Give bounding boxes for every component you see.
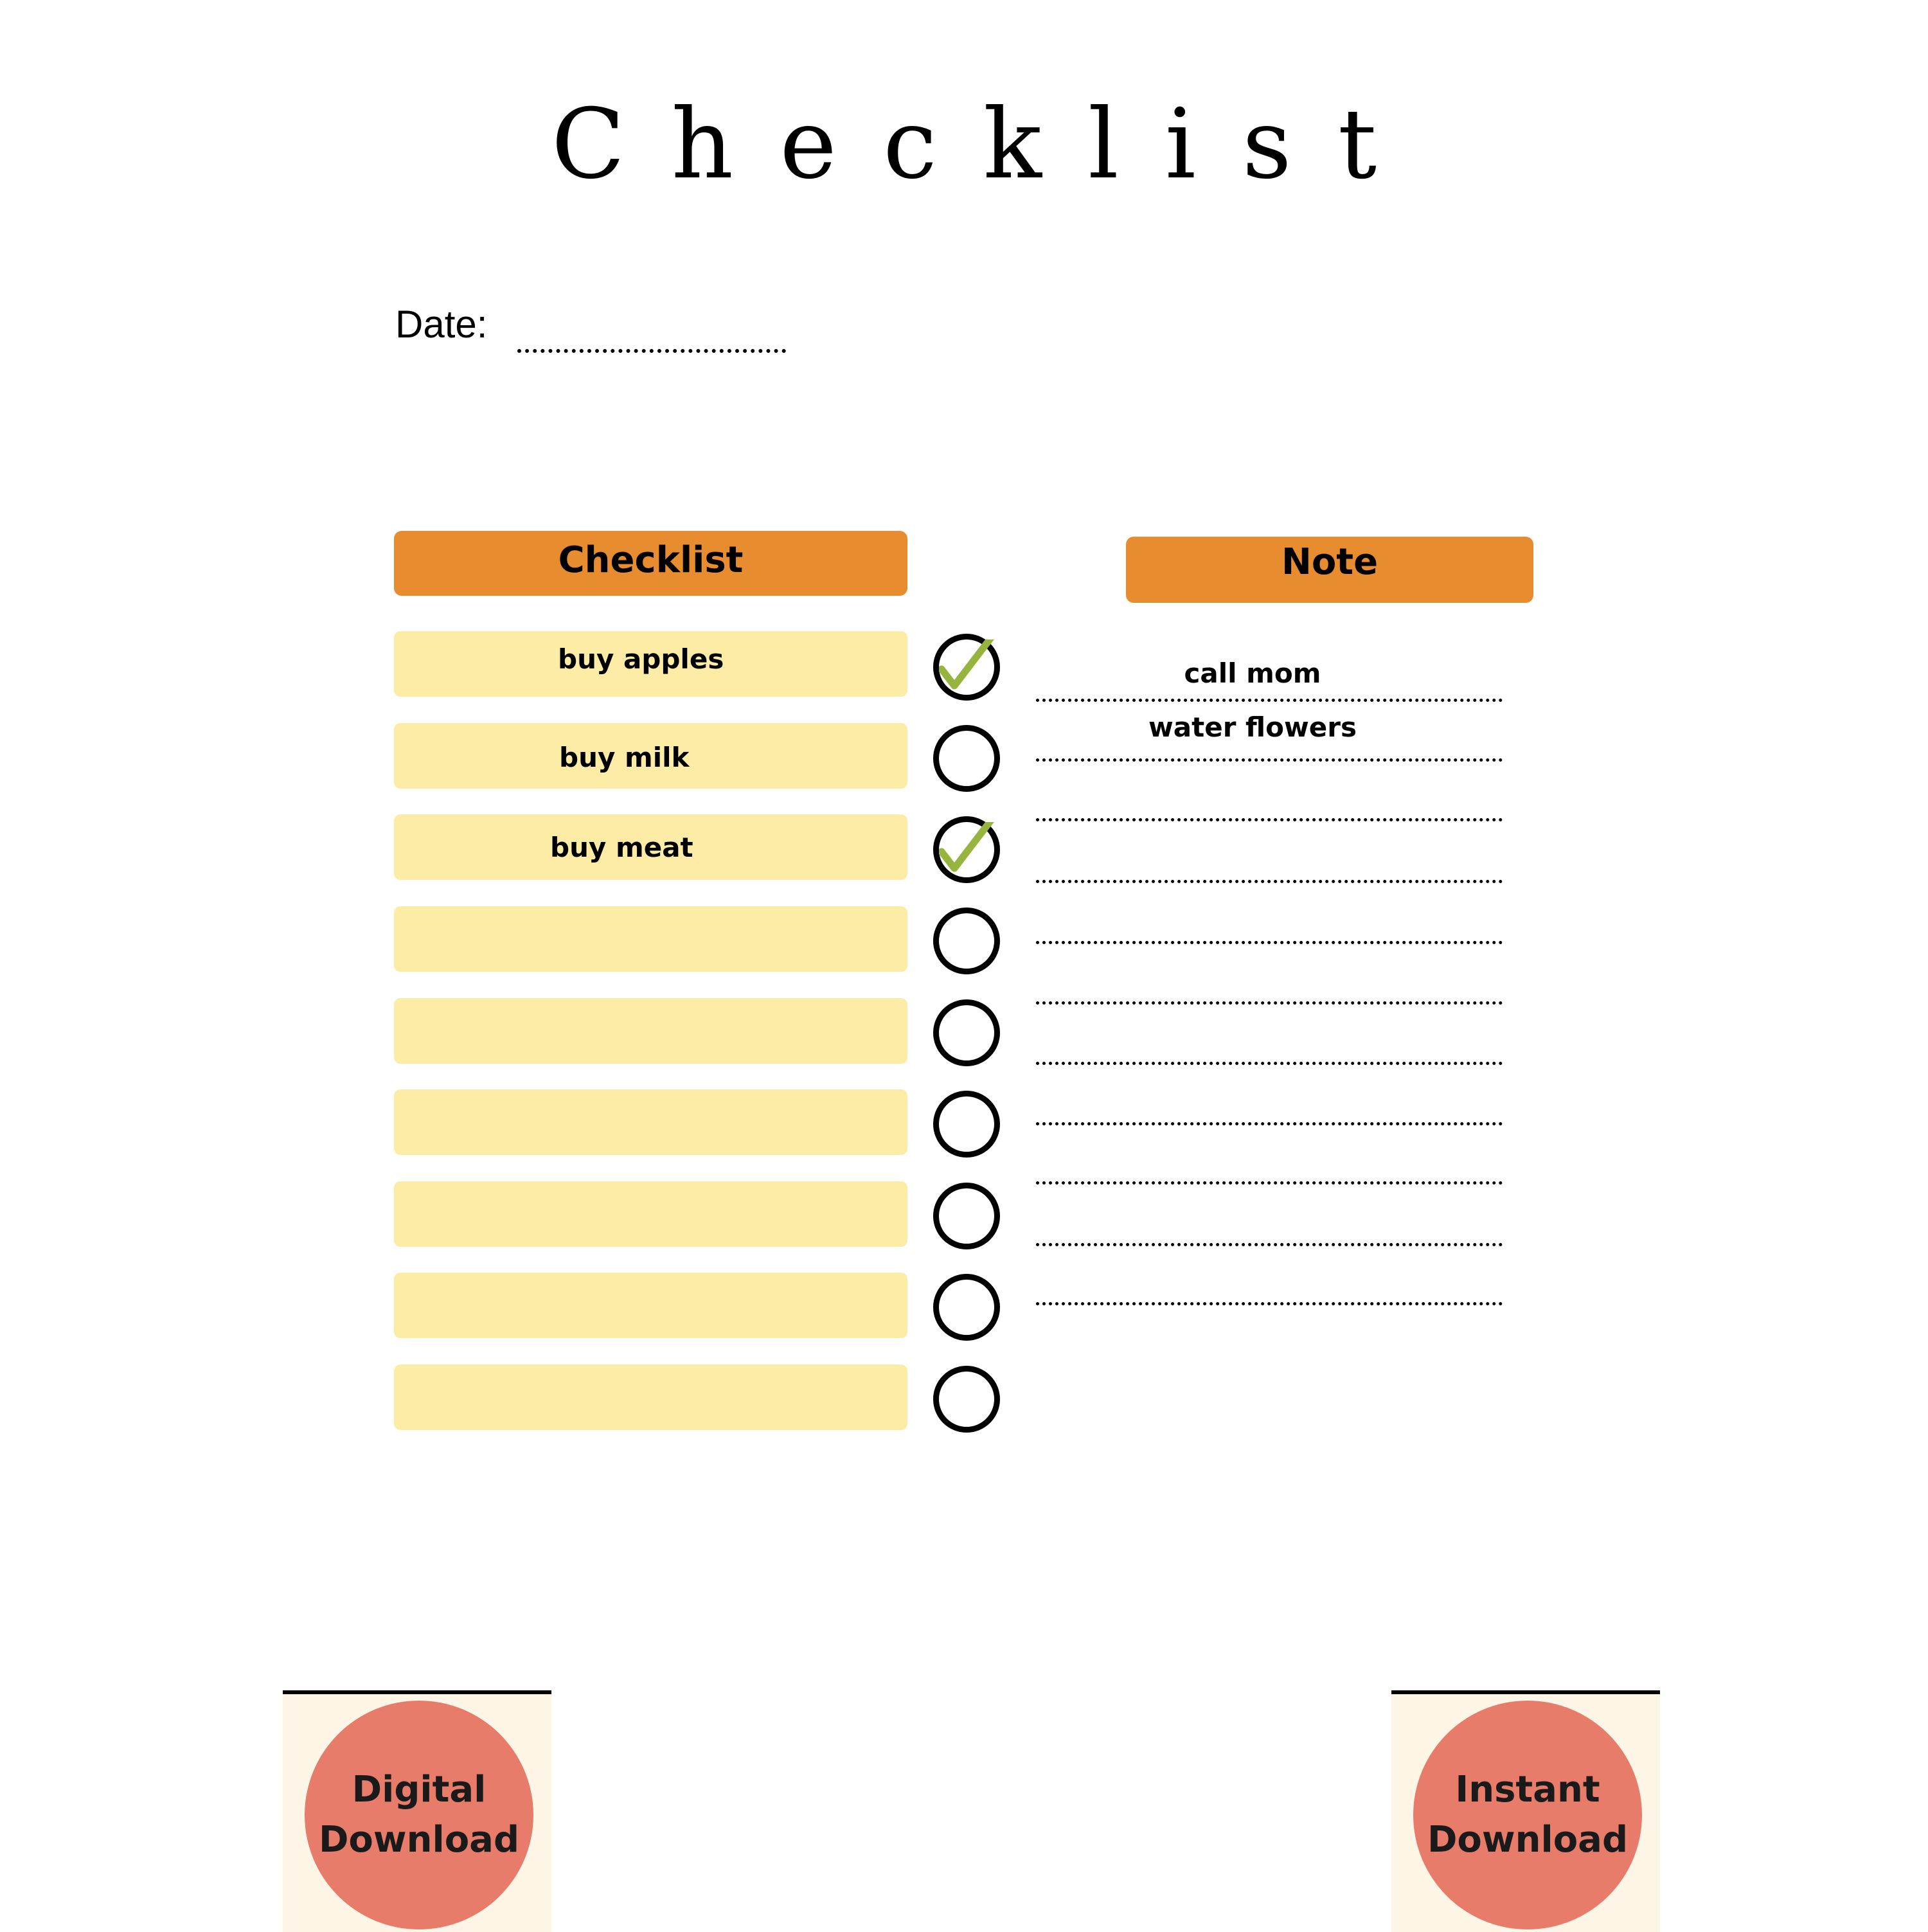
page-title: Checklist — [551, 89, 1424, 201]
checklist-item-8[interactable] — [394, 1273, 907, 1338]
checklist-item-6[interactable] — [394, 1089, 907, 1155]
note-line-6[interactable] — [1036, 1001, 1503, 1005]
checklist-header: Checklist — [394, 531, 907, 596]
checkbox-item-9[interactable] — [933, 1366, 1000, 1433]
date-input-line[interactable] — [517, 349, 786, 353]
checklist-item-7[interactable] — [394, 1181, 907, 1247]
checkbox-item-8[interactable] — [933, 1274, 1000, 1341]
note-line-3[interactable] — [1036, 818, 1503, 821]
checklist-item-9[interactable] — [394, 1364, 907, 1430]
checklist-item-2-label: buy milk — [559, 742, 690, 773]
note-line-2-text: water flowers — [1148, 711, 1357, 743]
checkbox-item-3[interactable] — [933, 816, 1000, 883]
checkbox-item-6[interactable] — [933, 1091, 1000, 1158]
date-label: Date: — [395, 303, 488, 346]
note-header: Note — [1126, 537, 1533, 603]
note-line-10[interactable] — [1036, 1243, 1503, 1246]
note-line-4[interactable] — [1036, 880, 1503, 883]
checklist-item-5[interactable] — [394, 998, 907, 1064]
note-line-11[interactable] — [1036, 1302, 1503, 1305]
note-line-8[interactable] — [1036, 1122, 1503, 1125]
note-line-1[interactable] — [1036, 699, 1503, 702]
note-line-5[interactable] — [1036, 941, 1503, 944]
checklist-item-3-label: buy meat — [550, 832, 693, 863]
note-line-9[interactable] — [1036, 1181, 1503, 1185]
instant-download-badge — [1413, 1701, 1642, 1929]
badge-left-line1: Digital — [352, 1769, 486, 1811]
checkbox-item-7[interactable] — [933, 1183, 1000, 1249]
checkmark-icon — [939, 640, 994, 695]
badge-right-line1: Instant — [1455, 1769, 1600, 1811]
badge-right-line2: Download — [1427, 1819, 1629, 1861]
checkbox-item-1[interactable] — [933, 634, 1000, 701]
note-line-1-text: call mom — [1184, 657, 1321, 689]
checkbox-item-4[interactable] — [933, 908, 1000, 974]
checkmark-icon — [939, 822, 994, 877]
checkbox-item-5[interactable] — [933, 999, 1000, 1066]
note-line-2[interactable] — [1036, 758, 1503, 762]
checklist-item-1-label: buy apples — [558, 643, 724, 675]
checkbox-item-2[interactable] — [933, 725, 1000, 792]
digital-download-badge — [305, 1701, 533, 1929]
badge-left-line2: Download — [318, 1819, 520, 1861]
checklist-item-4[interactable] — [394, 906, 907, 972]
note-line-7[interactable] — [1036, 1062, 1503, 1065]
